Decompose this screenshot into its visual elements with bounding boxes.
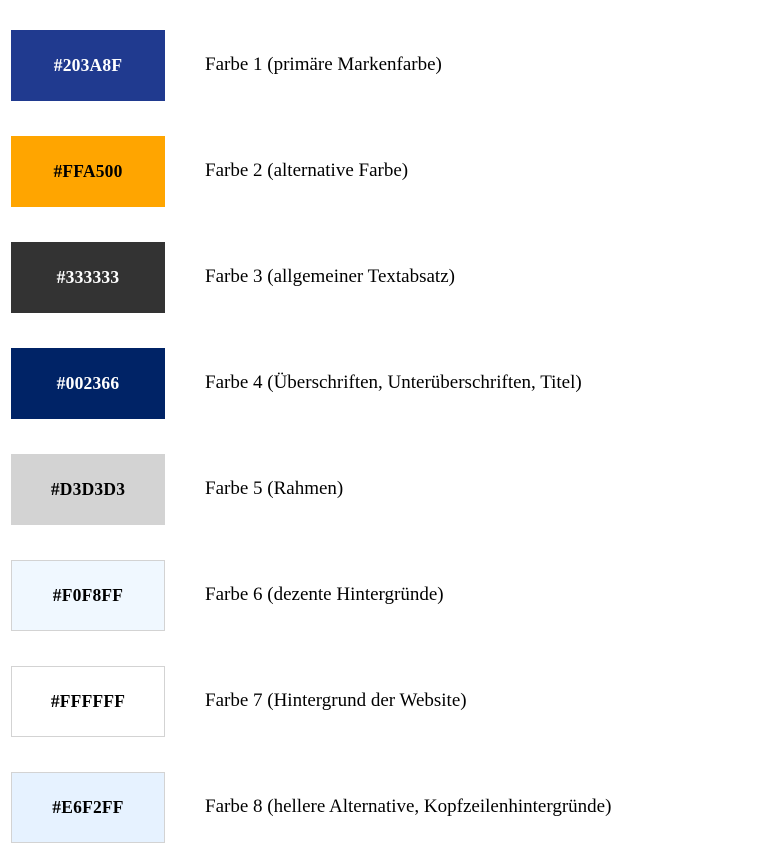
color-swatch-row (0, 648, 776, 754)
color-swatch-farbe-3 (11, 242, 165, 313)
color-swatch-row (0, 542, 776, 648)
color-description: Farbe 7 (Hintergrund der Website) (205, 690, 467, 712)
color-hex-label: #F0F8FF (52, 584, 124, 605)
color-hex-label: #D3D3D3 (50, 478, 126, 499)
color-swatch-farbe-2 (11, 136, 165, 207)
color-description: Farbe 1 (primäre Markenfarbe) (205, 54, 442, 76)
color-swatch-row (0, 330, 776, 436)
color-hex-label: #333333 (56, 266, 120, 287)
color-swatch-row (0, 12, 776, 118)
color-description: Farbe 3 (allgemeiner Textabsatz) (205, 266, 455, 288)
color-description: Farbe 5 (Rahmen) (205, 478, 344, 500)
color-swatch-row (0, 754, 776, 860)
color-swatch-farbe-1 (11, 30, 165, 101)
color-swatch-row (0, 436, 776, 542)
color-description: Farbe 4 (Überschriften, Unterüberschriften, Titel) (205, 372, 582, 394)
color-swatch-row (0, 118, 776, 224)
color-hex-label: #203A8F (53, 54, 123, 75)
color-description: Farbe 8 (hellere Alternative, Kopfzeilenhintergründe) (205, 796, 612, 818)
color-hex-label: #002366 (56, 372, 120, 393)
color-description: Farbe 6 (dezente Hintergründe) (205, 584, 444, 606)
color-hex-label: #E6F2FF (52, 796, 124, 817)
color-swatch-farbe-6 (11, 560, 165, 631)
color-swatch-row (0, 224, 776, 330)
color-swatch-farbe-5 (11, 454, 165, 525)
color-description: Farbe 2 (alternative Farbe) (205, 160, 409, 182)
color-hex-label: #FFFFFF (50, 690, 126, 711)
color-swatch-farbe-4 (11, 348, 165, 419)
color-swatch-farbe-7 (11, 666, 165, 737)
color-hex-label: #FFA500 (53, 160, 123, 181)
color-swatch-farbe-8 (11, 772, 165, 843)
